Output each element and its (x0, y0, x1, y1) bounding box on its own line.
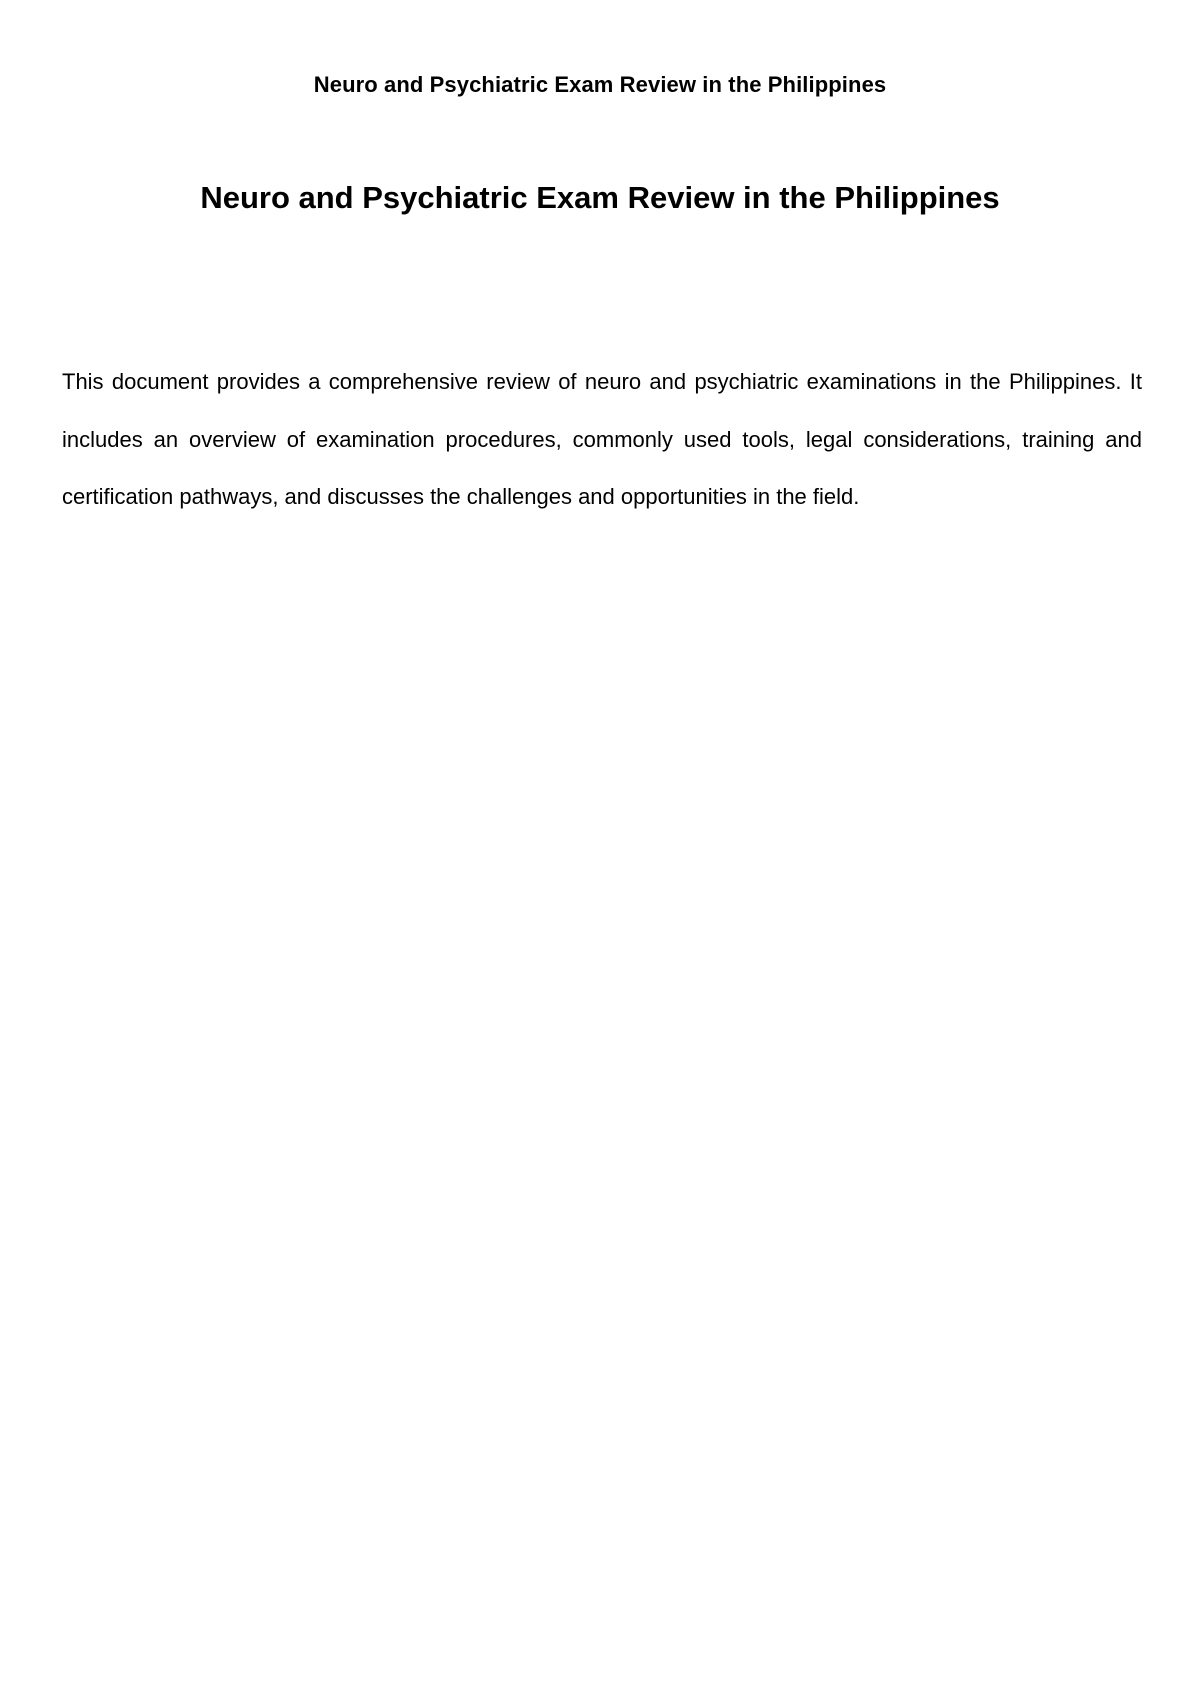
page-title: Neuro and Psychiatric Exam Review in the Philippines (200, 180, 1000, 215)
running-header: Neuro and Psychiatric Exam Review in the Philippines (313, 72, 887, 97)
intro-paragraph: This document provides a comprehensive review of neuro and psychiatric examinations in the Philippines. It includes an overview of examination procedures, commonly used tools, legal considerations, training and certification pathways, and discusses the challenges and opportunities in the field. (62, 369, 1142, 509)
